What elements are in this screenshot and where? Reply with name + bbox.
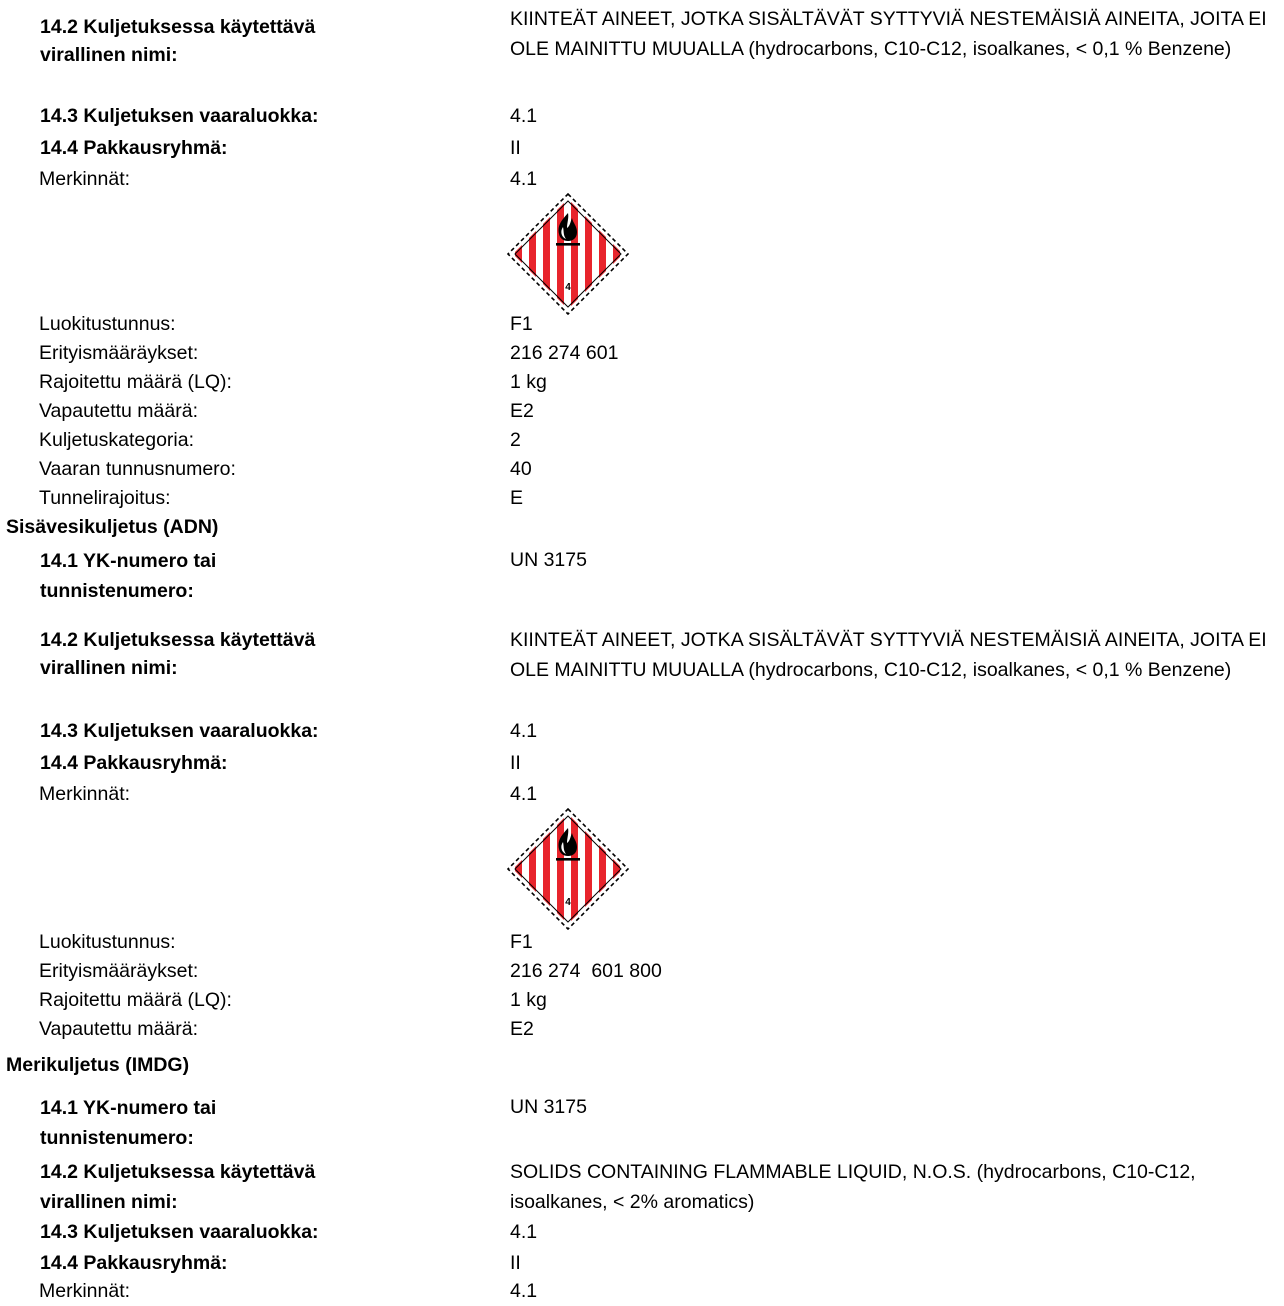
- adn-lq-label: Rajoitettu määrä (LQ):: [39, 989, 232, 1011]
- s1-14-3-value: 4.1: [510, 105, 538, 127]
- imdg-14-4-label: 14.4 Pakkausryhmä:: [40, 1252, 228, 1274]
- imdg-14-1-value: UN 3175: [510, 1096, 587, 1118]
- s1-14-2-label: 14.2 Kuljetuksessa käytettävä virallinen nimi:: [40, 16, 316, 66]
- imdg-14-3-value: 4.1: [510, 1221, 538, 1243]
- adn-14-4-label: 14.4 Pakkausryhmä:: [40, 752, 228, 774]
- imdg-14-3-label: 14.3 Kuljetuksen vaaraluokka:: [40, 1221, 319, 1243]
- hazard-placard-icon: [507, 193, 629, 315]
- adn-erityismaaraykset-value: 216 274 601 800: [510, 960, 662, 982]
- adn-lq-value: 1 kg: [510, 989, 547, 1011]
- adn-section-heading: Sisävesikuljetus (ADN): [6, 516, 219, 538]
- placard-class-number: 4: [565, 282, 571, 293]
- imdg-14-1-label: 14.1 YK-numero tai tunnistenumero:: [40, 1097, 217, 1149]
- s1-vapautettu-value: E2: [510, 400, 534, 422]
- adn-14-4-value: II: [510, 752, 521, 774]
- adn-erityismaaraykset-label: Erityismääräykset:: [39, 960, 199, 982]
- s1-vaaran-tunnusnumero-label: Vaaran tunnusnumero:: [39, 458, 236, 480]
- s1-luokitustunnus-value: F1: [510, 313, 533, 335]
- s1-tunnelirajoitus-value: E: [510, 487, 524, 509]
- adn-vapautettu-label: Vapautettu määrä:: [39, 1018, 198, 1040]
- s1-14-4-label: 14.4 Pakkausryhmä:: [40, 137, 228, 159]
- adn-14-1-label: 14.1 YK-numero tai tunnistenumero:: [40, 550, 217, 602]
- adn-vapautettu-value: E2: [510, 1018, 534, 1040]
- s1-luokitustunnus-label: Luokitustunnus:: [39, 313, 176, 335]
- adn-luokitustunnus-label: Luokitustunnus:: [39, 931, 176, 953]
- imdg-14-2-label: 14.2 Kuljetuksessa käytettävä virallinen nimi:: [40, 1161, 316, 1213]
- adn-merkinnat-label: Merkinnät:: [39, 783, 131, 805]
- s1-kuljetuskategoria-label: Kuljetuskategoria:: [39, 429, 195, 451]
- adn-14-2-value: KIINTEÄT AINEET, JOTKA SISÄLTÄVÄT SYTTYVIÄ NESTEMÄISIÄ AINEITA, JOITA EI OLE MAINITTU MUUALLA (hydrocarbons, C10-C12, isoalkanes, < 0,1 % Benzene): [510, 629, 1267, 681]
- s1-lq-label: Rajoitettu määrä (LQ):: [39, 371, 232, 393]
- s1-erityismaaraykset-value: 216 274 601: [510, 342, 619, 364]
- imdg-14-2-value: SOLIDS CONTAINING FLAMMABLE LIQUID, N.O.S. (hydrocarbons, C10-C12, isoalkanes, < 2% aromatics): [510, 1161, 1196, 1213]
- s1-tunnelirajoitus-label: Tunnelirajoitus:: [39, 487, 171, 509]
- s1-14-3-label: 14.3 Kuljetuksen vaaraluokka:: [40, 105, 319, 127]
- s1-14-2-value: KIINTEÄT AINEET, JOTKA SISÄLTÄVÄT SYTTYVIÄ NESTEMÄISIÄ AINEITA, JOITA EI OLE MAINITTU MUUALLA (hydrocarbons, C10-C12, isoalkanes, < 0,1 % Benzene): [510, 8, 1267, 60]
- imdg-merkinnat-value: 4.1: [510, 1280, 538, 1302]
- s1-lq-value: 1 kg: [510, 371, 547, 393]
- hazard-placard-icon: [507, 808, 629, 930]
- imdg-merkinnat-label: Merkinnät:: [39, 1280, 131, 1302]
- adn-14-2-label: 14.2 Kuljetuksessa käytettävä virallinen nimi:: [40, 629, 316, 679]
- imdg-14-4-value: II: [510, 1252, 521, 1274]
- s1-vaaran-tunnusnumero-value: 40: [510, 458, 532, 480]
- s1-merkinnat-value: 4.1: [510, 168, 538, 190]
- adn-14-3-label: 14.3 Kuljetuksen vaaraluokka:: [40, 720, 319, 742]
- adn-14-3-value: 4.1: [510, 720, 538, 742]
- adn-14-1-value: UN 3175: [510, 549, 587, 571]
- s1-merkinnat-label: Merkinnät:: [39, 168, 131, 190]
- placard-class-number: 4: [565, 897, 571, 908]
- s1-kuljetuskategoria-value: 2: [510, 429, 521, 451]
- s1-vapautettu-label: Vapautettu määrä:: [39, 400, 198, 422]
- adn-merkinnat-value: 4.1: [510, 783, 538, 805]
- s1-14-4-value: II: [510, 137, 521, 159]
- s1-erityismaaraykset-label: Erityismääräykset:: [39, 342, 199, 364]
- imdg-section-heading: Merikuljetus (IMDG): [6, 1054, 190, 1076]
- adn-luokitustunnus-value: F1: [510, 931, 533, 953]
